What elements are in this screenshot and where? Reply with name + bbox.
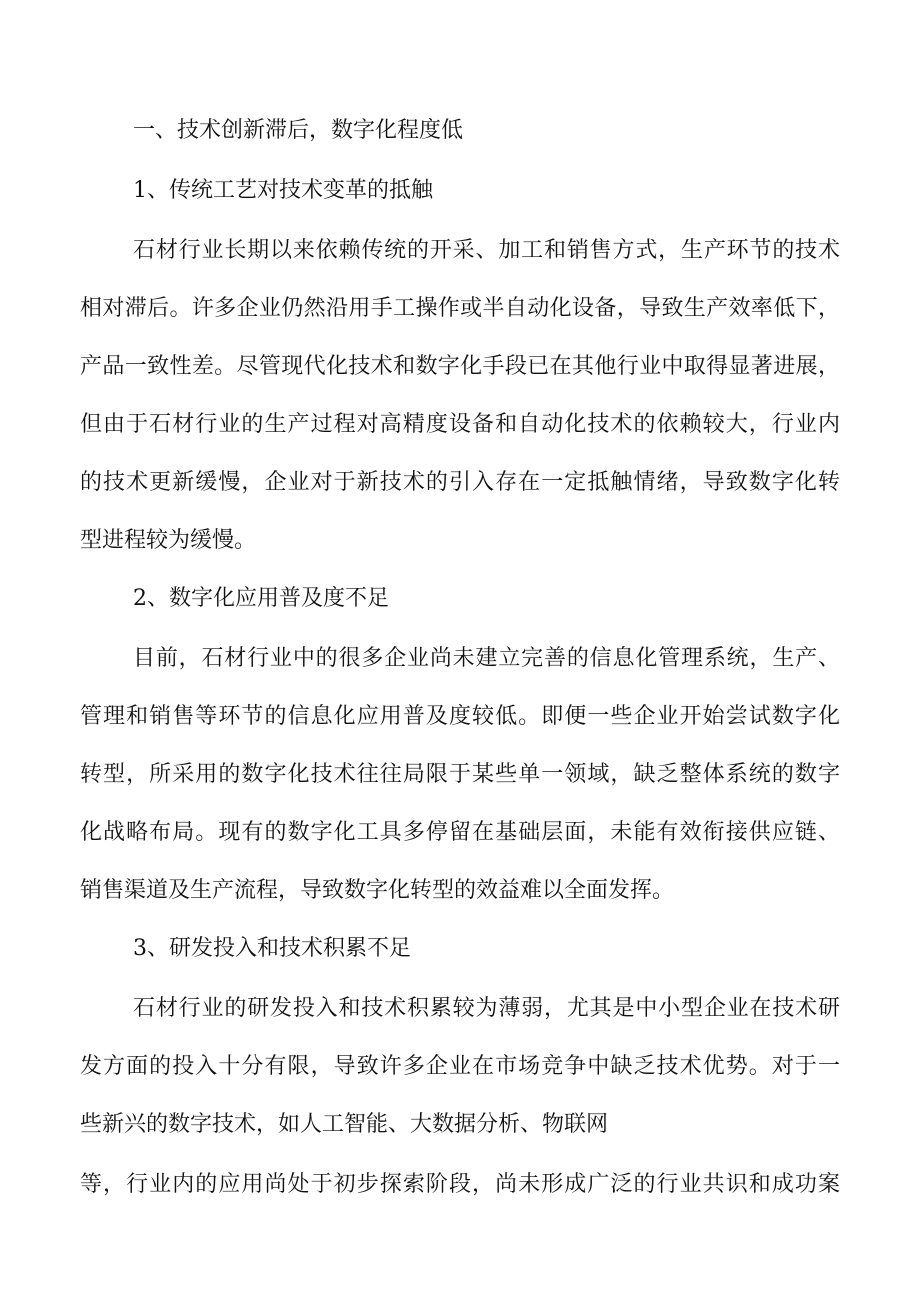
paragraph-1-line-5: 的技术更新缓慢，企业对于新技术的引入存在一定抵触情绪，导致数字化转 xyxy=(80,470,840,495)
paragraph-1-line-4: 但由于石材行业的生产过程对高精度设备和自动化技术的依赖较大，行业内 xyxy=(80,412,840,437)
paragraph-2-line-4: 化战略布局。现有的数字化工具多停留在基础层面，未能有效衔接供应链、 xyxy=(80,820,840,845)
paragraph-2-line-3: 转型，所采用的数字化技术往往局限于某些单一领域，缺乏整体系统的数字 xyxy=(80,762,840,787)
paragraph-1-line-2: 相对滞后。许多企业仍然沿用手工操作或半自动化设备，导致生产效率低下， xyxy=(80,296,840,321)
paragraph-4-line-1: 等，行业内的应用尚处于初步探索阶段，尚未形成广泛的行业共识和成功案 xyxy=(80,1172,840,1197)
paragraph-2-line-1: 目前，石材行业中的很多企业尚未建立完善的信息化管理系统，生产、 xyxy=(133,646,840,671)
subsection-heading-3: 3、研发投入和技术积累不足 xyxy=(133,936,411,961)
subsection-heading-2: 2、数字化应用普及度不足 xyxy=(133,586,389,611)
paragraph-1-line-3: 产品一致性差。尽管现代化技术和数字化手段已在其他行业中取得显著进展， xyxy=(80,354,840,379)
paragraph-2-line-5: 销售渠道及生产流程，导致数字化转型的效益难以全面发挥。 xyxy=(80,878,675,903)
paragraph-1-line-1: 石材行业长期以来依赖传统的开采、加工和销售方式，生产环节的技术 xyxy=(133,238,840,263)
section-heading: 一、技术创新滞后，数字化程度低 xyxy=(133,118,464,143)
subsection-heading-1: 1、传统工艺对技术变革的抵触 xyxy=(133,178,433,203)
paragraph-3-line-2: 发方面的投入十分有限，导致许多企业在市场竞争中缺乏技术优势。对于一 xyxy=(80,1054,840,1079)
paragraph-3-line-1: 石材行业的研发投入和技术积累较为薄弱，尤其是中小型企业在技术研 xyxy=(133,996,840,1021)
paragraph-1-line-6: 型进程较为缓慢。 xyxy=(80,528,257,553)
paragraph-3-line-3: 些新兴的数字技术，如人工智能、大数据分析、物联网 xyxy=(80,1112,609,1137)
paragraph-2-line-2: 管理和销售等环节的信息化应用普及度较低。即便一些企业开始尝试数字化 xyxy=(80,704,840,729)
